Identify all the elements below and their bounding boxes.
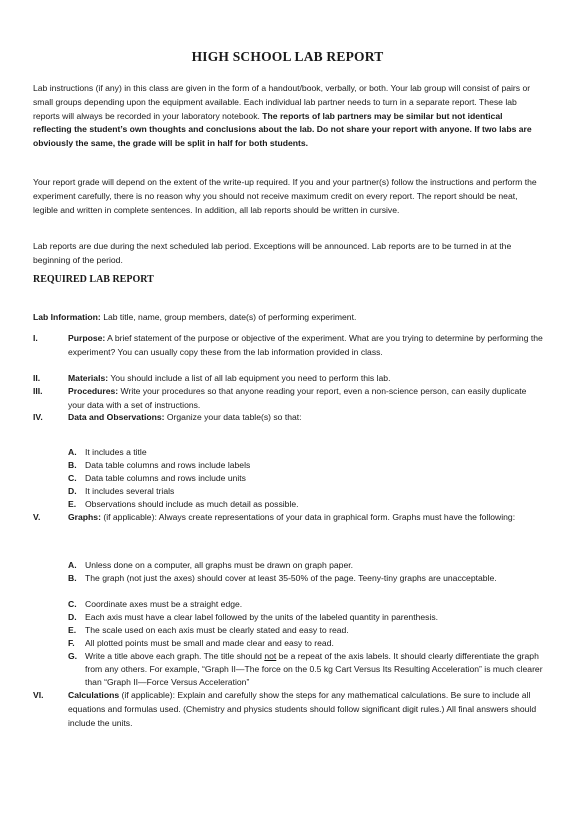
- section-text: A brief statement of the purpose or objective of the experiment. What are you trying to determine by performing the experiment? You can usually copy these from the lab information provided in class.: [68, 333, 543, 357]
- section-number: I.: [33, 333, 38, 343]
- list-item: It includes a title: [85, 447, 147, 457]
- list-letter: F.: [68, 638, 75, 648]
- section-number: II.: [33, 373, 41, 383]
- section-number: VI.: [33, 690, 44, 700]
- list-item: Coordinate axes must be a straight edge.: [85, 599, 243, 609]
- intro-paragraph-1-text: Lab instructions (if any) in this class are given in the form of a handout/book, verbally, or both. Your lab group will consist of pairs or small groups depending upon the equipment available. Each individual lab partner needs to turn in a separate report. These lab reports will always be recorded in your laboratory notebook.: [33, 83, 531, 121]
- lab-information-label: Lab Information:: [33, 312, 101, 322]
- lab-information-text: Lab title, name, group members, date(s) of performing experiment.: [103, 312, 357, 322]
- section-text: Write your procedures so that anyone reading your report, even a non-science person, can easily duplicate your data with a set of instructions.: [68, 386, 527, 410]
- list-letter: D.: [68, 486, 77, 496]
- section-calculations: [68, 689, 545, 730]
- list-item: Data table columns and rows include units: [85, 473, 246, 483]
- section-label: Purpose:: [68, 333, 106, 343]
- list-letter: E.: [68, 625, 77, 635]
- section-label-note: (if applicable):: [121, 690, 175, 700]
- list-letter: E.: [68, 499, 77, 509]
- list-item: All plotted points must be small and made clear and easy to read.: [85, 638, 334, 648]
- intro-paragraph-3: Lab reports are due during the next scheduled lab period. Exceptions will be announced. Lab reports are to be turned in at the beginning of the period.: [33, 241, 512, 265]
- list-item: Each axis must have a clear label followed by the units of the labeled quantity in parenthesis.: [85, 612, 439, 622]
- section-label: Materials:: [68, 373, 109, 383]
- section-data-observations: [68, 411, 545, 425]
- intro-paragraph-1: [33, 82, 543, 151]
- list-letter: C.: [68, 473, 77, 483]
- section-text: Explain and carefully show the steps for any mathematical calculations. Be sure to include all equations and formulas used. (Chemistry and physics students should follow significant digit rules.) All final answers should include the units.: [68, 690, 537, 728]
- list-item: The scale used on each axis must be clearly stated and easy to read.: [85, 625, 349, 635]
- document-title: HIGH SCHOOL LAB REPORT: [191, 49, 384, 64]
- section-purpose: [68, 332, 545, 360]
- section-label: Graphs:: [68, 512, 101, 522]
- section-graphs: [68, 511, 545, 525]
- section-label: Data and Observations:: [68, 412, 165, 422]
- list-letter: B.: [68, 460, 77, 470]
- section-number: IV.: [33, 412, 43, 422]
- section-text: You should include a list of all lab equipment you need to perform this lab.: [110, 373, 391, 383]
- list-item-text: Write a title above each graph. The title should: [85, 651, 265, 661]
- list-item: Observations should include as much detail as possible.: [85, 499, 299, 509]
- list-letter: D.: [68, 612, 77, 622]
- section-number: III.: [33, 386, 43, 396]
- intro-paragraph-1-bold: The reports of lab partners may be similar but not identical reflecting the student’s own thoughts and conclusions about the lab. Do not share your report with anyone. If two labs are obviously the same, the grade will be split in half for both students.: [33, 110, 532, 149]
- section-text: Organize your data table(s) so that:: [166, 412, 302, 422]
- intro-paragraph-2: Your report grade will depend on the extent of the write-up required. If you and your partner(s) follow the instructions and perform the experiment carefully, there is no reason why you should not receive maximum credit on every report. The report should be neat, legible and written in complete sentences. In addition, all lab reports should be written in cursive.: [33, 177, 537, 215]
- list-letter: B.: [68, 573, 77, 583]
- section-materials: [68, 372, 545, 386]
- list-letter: C.: [68, 599, 77, 609]
- list-item: The graph (not just the axes) should cover at least 35-50% of the page. Teeny-tiny graphs are unacceptable.: [85, 573, 497, 583]
- list-letter: A.: [68, 560, 77, 570]
- section-number: V.: [33, 512, 41, 522]
- underlined-word: not: [264, 651, 277, 661]
- list-item: Data table columns and rows include labels: [85, 460, 251, 470]
- lab-information: [33, 311, 543, 325]
- section-label: Procedures:: [68, 386, 119, 396]
- list-item-text: be a repeat of the axis labels. It should clearly differentiate the graph from any others. For example, “Graph II—The force on the 0.5 kg Cart Versus Its Resulting Acceleration” is much clearer than “Graph II—Force Versus Acceleration”: [85, 651, 543, 688]
- section-text: (if applicable): Always create representations of your data in graphical form. Graphs must have the following:: [103, 512, 516, 522]
- list-item: Unless done on a computer, all graphs must be drawn on graph paper.: [85, 560, 354, 570]
- list-letter: G.: [68, 651, 78, 661]
- list-letter: A.: [68, 447, 77, 457]
- required-heading: REQUIRED LAB REPORT: [33, 274, 154, 285]
- section-label: Calculations: [68, 690, 120, 700]
- list-item-g: [85, 650, 545, 690]
- section-procedures: [68, 385, 545, 413]
- list-item: It includes several trials: [85, 486, 175, 496]
